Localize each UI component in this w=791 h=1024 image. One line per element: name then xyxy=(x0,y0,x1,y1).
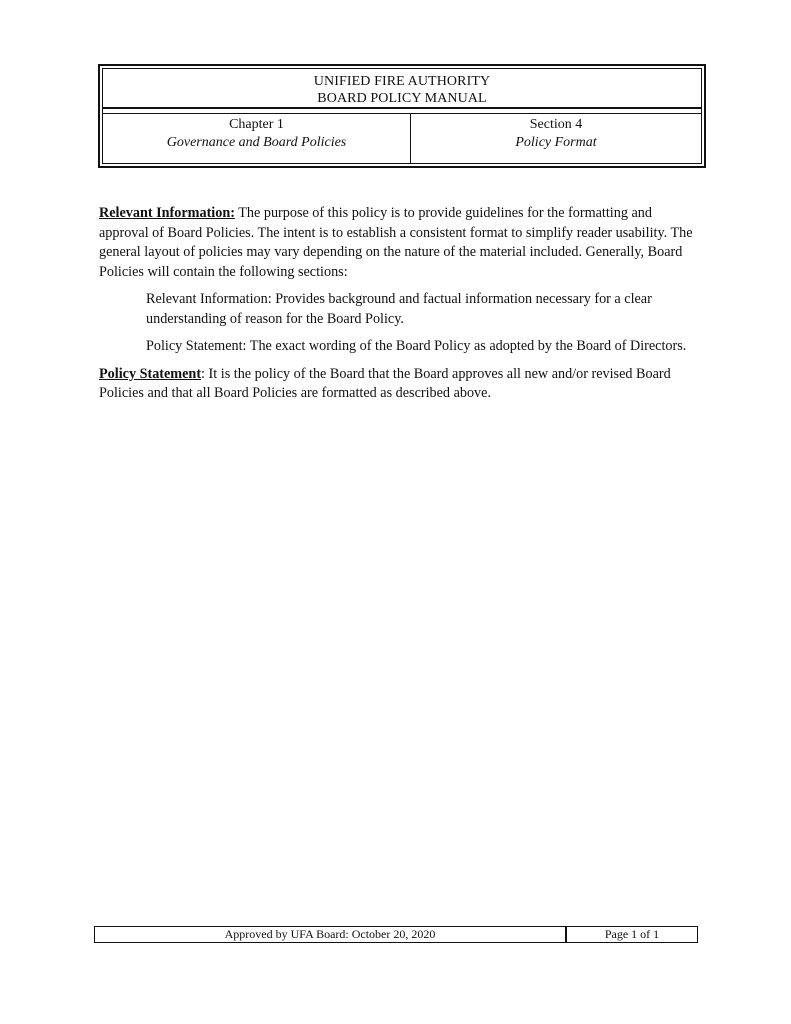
approval-date: Approved by UFA Board: October 20, 2020 xyxy=(95,927,567,942)
footer-box xyxy=(94,926,698,943)
page-number: Page 1 of 1 xyxy=(604,927,660,941)
section-title: Policy Format xyxy=(515,135,597,150)
relevant-information-heading: Relevant Information: xyxy=(99,205,235,221)
header-chapter-section-row xyxy=(103,113,701,163)
policy-statement-heading: Policy Statement xyxy=(99,365,202,382)
chapter-title: Governance and Board Policies xyxy=(166,135,347,150)
section-label: Section 4 xyxy=(529,117,583,132)
policy-body xyxy=(99,204,699,412)
policy-statement-text: : It is the policy of the Board that the Board approves all new and/or revised Board Policies and that all Board Policies are formatted as described above. xyxy=(99,365,671,401)
chapter-label: Chapter 1 xyxy=(229,117,284,132)
organization-name: UNIFIED FIRE AUTHORITY xyxy=(313,74,491,89)
chapter-cell xyxy=(103,114,411,163)
section-cell xyxy=(411,114,701,163)
relevant-information-paragraph xyxy=(99,204,699,282)
section-item: Policy Statement: The exact wording of the Board Policy as adopted by the Board of Directors. xyxy=(146,338,687,354)
relevant-information-text: The purpose of this policy is to provide guidelines for the formatting and approval of Board Policies. The intent is to establish a consistent format to simplify reader usability. The general layout of policies may vary depending on the nature of the material included. Generally, Board Policies will contain the following sections: xyxy=(99,205,693,280)
header-title-row xyxy=(103,69,701,109)
policy-header-box xyxy=(98,64,706,168)
policy-header-inner xyxy=(102,68,702,164)
section-item: Relevant Information: Provides background and factual information necessary for a clear understanding of reason for the Board Policy. xyxy=(146,291,652,327)
policy-statement-paragraph xyxy=(99,365,699,404)
manual-name: BOARD POLICY MANUAL xyxy=(317,91,487,106)
